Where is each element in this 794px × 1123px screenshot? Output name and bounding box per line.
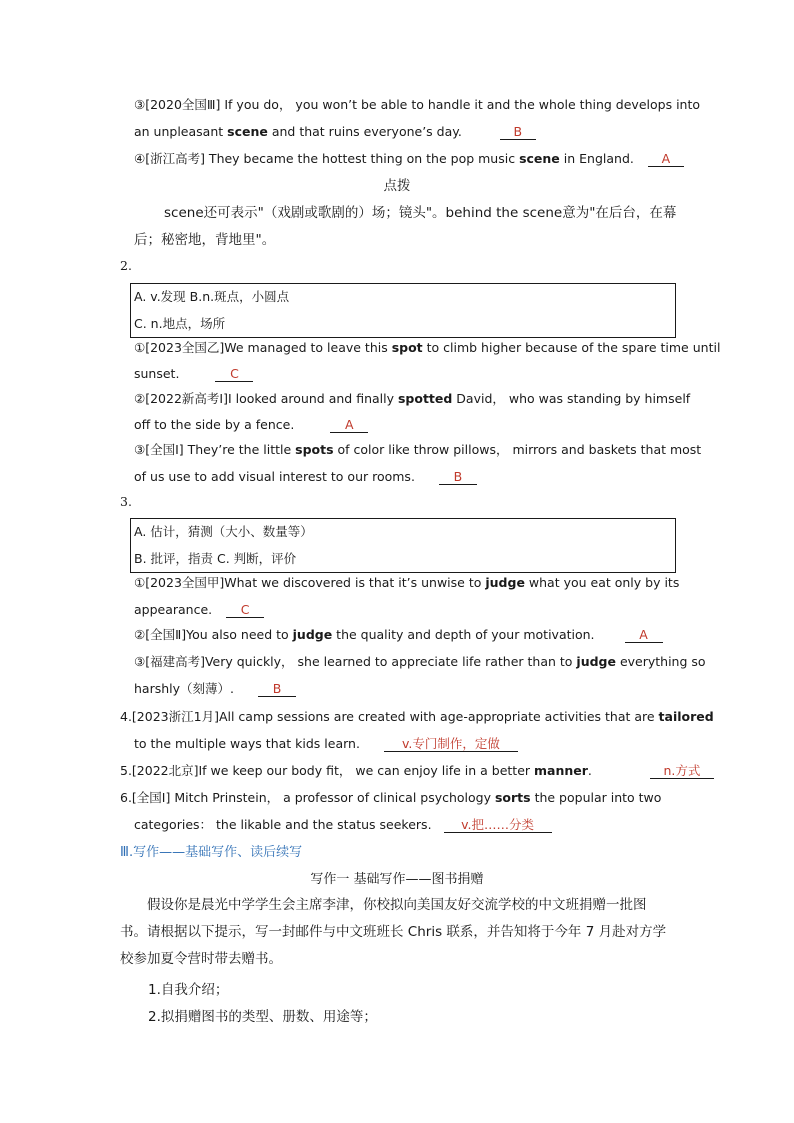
q2-s2-line2: off to the side by a fence. A [134, 417, 368, 433]
answer-blank: B [439, 470, 477, 485]
q2-option-row2: C. n.地点，场所 [134, 316, 226, 331]
tip-line2: 后；秘密地，背地里"。 [134, 232, 276, 248]
answer-blank: A [648, 152, 684, 167]
q3-options-box [130, 518, 676, 573]
answer-blank: v.专门制作，定做 [384, 737, 518, 752]
section-heading: Ⅲ.写作——基础写作、读后续写 [120, 845, 303, 860]
q2-option-row1: A. v.发现 B.n.斑点，小圆点 [134, 289, 290, 304]
q2-s3-line1: ③[全国Ⅰ] They’re the little spots of color like throw pillows， mirrors and baskets that most [134, 442, 702, 457]
q3-s1-line1: ①[2023全国甲]What we discovered is that it’s unwise to judge what you eat only by its [134, 575, 680, 590]
tip-title: 点拨 [383, 178, 411, 194]
answer-blank: v.把……分类 [444, 818, 552, 833]
prompt-item-2: 2.拟捐赠图书的类型、册数、用途等； [148, 1009, 377, 1025]
q2-s1-line1: ①[2023全国乙]We managed to leave this spot to climb higher because of the spare time until [134, 340, 721, 355]
q6-line1: 6.[全国Ⅰ] Mitch Prinstein， a professor of clinical psychology sorts the popular into two [120, 790, 662, 805]
q3-s2: ②[全国Ⅱ]You also need to judge the quality and depth of your motivation. A [134, 627, 663, 643]
answer-blank: C [226, 603, 264, 618]
q3-s3-line1: ③[福建高考]Very quickly， she learned to appreciate life rather than to judge everything so [134, 654, 706, 669]
q1-s3-line1: ③[2020全国Ⅲ] If you do， you won’t be able to handle it and the whole thing develops into [134, 97, 701, 112]
q2-number: 2. [120, 258, 132, 273]
q3-s3-line2: harshly（刻薄）. B [134, 681, 296, 697]
answer-blank: A [330, 418, 368, 433]
q2-s2-line1: ②[2022新高考Ⅰ]I looked around and finally spotted David， who was standing by himself [134, 391, 691, 406]
q4-line2: to the multiple ways that kids learn. v.专门制作，定做 [134, 736, 518, 752]
writing-prompt-paragraph: 假设你是晨光中学学生会主席李津，你校拟向美国友好交流学校的中文班捐赠一批图书。请根据以下提示，写一封邮件与中文班班长 Chris 联系，并告知将于今年 7 月赴对方学校参加夏令营时带去赠书。 [120, 897, 667, 967]
q3-option-row2: B. 批评，指责 C. 判断，评价 [134, 551, 297, 566]
tip-line1: scene还可表示"（戏剧或歌剧的）场；镜头"。behind the scene意为"在后台，在幕 [164, 205, 677, 221]
q1-s4: ④[浙江高考] They became the hottest thing on the pop music scene in England. A [134, 151, 684, 167]
answer-blank: A [625, 628, 663, 643]
prompt-item-1: 1.自我介绍； [148, 982, 229, 998]
q2-s1-line2: sunset. C [134, 366, 253, 382]
q5-line: 5.[2022北京]If we keep our body fit， we can enjoy life in a better manner. n.方式 [120, 763, 714, 779]
q1-s3-line2: an unpleasant scene and that ruins everyone’s day. B [134, 124, 536, 140]
q2-s3-line2: of us use to add visual interest to our rooms. B [134, 469, 477, 485]
q3-number: 3. [120, 494, 132, 509]
q4-line1: 4.[2023浙江1月]All camp sessions are created with age-appropriate activities that are tailored [120, 709, 714, 724]
answer-blank: B [258, 682, 296, 697]
q3-option-row1: A. 估计，猜测（大小、数量等） [134, 524, 313, 539]
answer-blank: B [500, 125, 536, 140]
answer-blank: n.方式 [650, 764, 714, 779]
q2-options-box [130, 283, 676, 338]
q6-line2: categories： the likable and the status seekers. v.把……分类 [134, 817, 552, 833]
section-subtitle: 写作一 基础写作——图书捐赠 [310, 872, 484, 887]
q3-s1-line2: appearance. C [134, 602, 264, 618]
answer-blank: C [215, 367, 253, 382]
